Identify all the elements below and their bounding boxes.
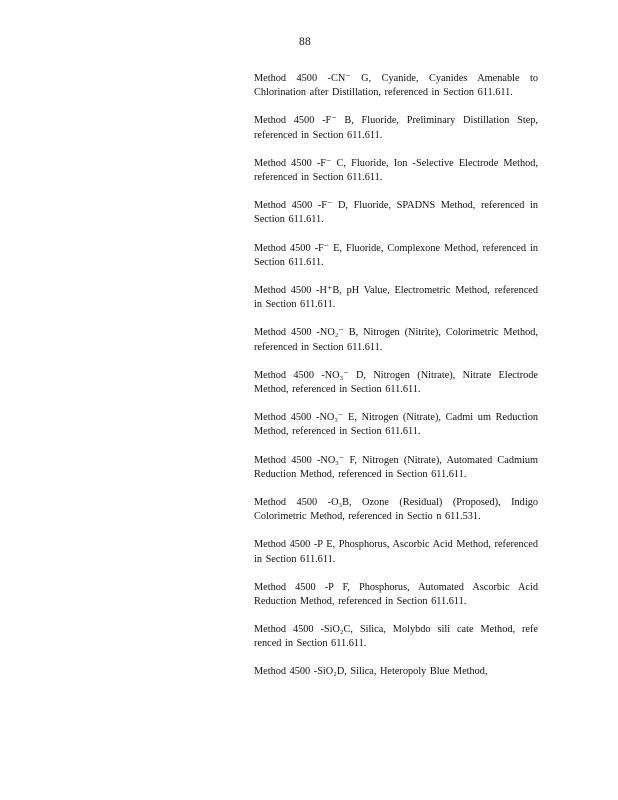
method-reference-entry: Method 4500 -SiO₂D, Silica, Heteropoly Blue Method,	[254, 666, 488, 678]
method-reference-entry: Method 4500 -P E, Phosphorus, Ascorbic Acid Method, referenced in Section 611.611.	[254, 539, 538, 565]
method-reference-entry: Method 4500 -CN⁻ G, Cyanide, Cyanides Amenable to Chlorination after Distillation, referenced in Section 611.611.	[254, 73, 538, 99]
method-reference-entry: Method 4500 -O₃B, Ozone (Residual) (Proposed), Indigo Colorimetric Method, referenced in Sectio n 611.531.	[254, 496, 538, 523]
method-reference-entry: Method 4500 -F⁻ C, Fluoride, Ion -Selective Electrode Method, referenced in Section 611.611.	[254, 157, 538, 184]
method-reference-entry: Method 4500 -NO₂⁻ B, Nitrogen (Nitrite), Colorimetric Method, referenced in Section 611.611.	[254, 327, 538, 353]
method-reference-entry: Method 4500 -F⁻ B, Fluoride, Preliminary Distillation Step, referenced in Section 611.611.	[254, 115, 538, 141]
method-reference-list	[254, 72, 538, 680]
method-reference-entry: Method 4500 -SiO₂C, Silica, Molybdo sili cate Method, refe renced in Section 611.611.	[254, 624, 538, 650]
method-reference-entry: Method 4500 -F⁻ D, Fluoride, SPADNS Method, referenced in Section 611.611.	[254, 200, 538, 226]
method-reference-entry: Method 4500 -P F, Phosphorus, Automated Ascorbic Acid Reduction Method, referenced in Section 611.611.	[254, 581, 538, 607]
method-reference-entry: Method 4500 -NO₃⁻ E, Nitrogen (Nitrate), Cadmi um Reduction Method, referenced in Section 611.611.	[254, 412, 538, 438]
method-reference-entry: Method 4500 -H⁺B, pH Value, Electrometric Method, referenced in Section 611.611.	[254, 284, 538, 311]
method-reference-entry: Method 4500 -NO₃⁻ F, Nitrogen (Nitrate), Automated Cadmium Reduction Method, referenced in Section 611.611.	[254, 454, 538, 480]
method-reference-entry: Method 4500 -F⁻ E, Fluoride, Complexone Method, referenced in Section 611.611.	[254, 242, 538, 268]
method-reference-entry: Method 4500 -NO₃⁻ D, Nitrogen (Nitrate), Nitrate Electrode Method, referenced in Section 611.611.	[254, 369, 538, 396]
page-number: 88	[299, 36, 311, 48]
